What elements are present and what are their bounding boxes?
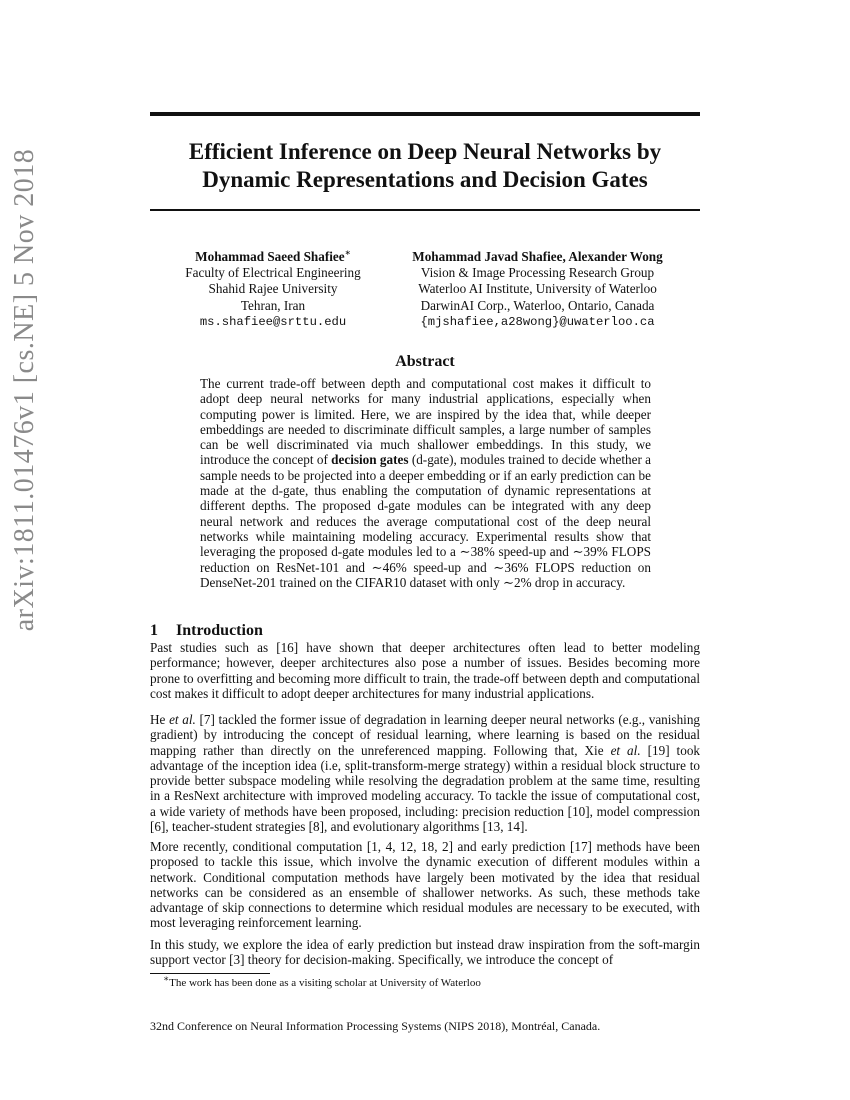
- abstract-heading: Abstract: [395, 353, 455, 370]
- author-email-left[interactable]: ms.shafiee@srttu.edu: [199, 314, 347, 329]
- footnote: ∗The work has been done as a visiting scholar at University of Waterloo: [163, 973, 481, 989]
- author-email-right[interactable]: {mjshafiee,a28wong}@uwaterloo.ca: [420, 314, 655, 329]
- arxiv-identifier: arXiv:1811.01476v1 [cs.NE] 5 Nov 2018: [9, 148, 40, 632]
- author-footnote-marker: ∗: [344, 247, 351, 258]
- author-name-left: Mohammad Saeed Shafiee∗: [195, 247, 351, 264]
- section-title: Introduction: [176, 622, 263, 639]
- section-heading-introduction: [150, 622, 263, 640]
- author-affiliation-left: Faculty of Electrical Engineering: [185, 265, 361, 281]
- intro-paragraph-3: More recently, conditional computation [1, 4, 12, 18, 2] and early prediction [17] methods have been proposed to tackle this issue, which involve the dynamic execution of different modules within a network. Conditional computation methods have largely been motivated by the idea that residual networks can be considered as an ensemble of shallower networks. As such, these methods take advantage of skip connections to determine which residual modules are necessary to be executed, with most leveraging reinforcement learning.: [150, 839, 700, 931]
- title-bottom-rule: [150, 209, 700, 211]
- footnote-marker: ∗: [163, 973, 170, 984]
- author-name-right: Mohammad Javad Shafiee, Alexander Wong: [412, 249, 663, 264]
- conference-footer: 32nd Conference on Neural Information Processing Systems (NIPS 2018), Montréal, Canada.: [150, 1019, 601, 1033]
- intro-paragraph-2: He et al. [7] tackled the former issue of degradation in learning deeper neural networks (e.g., vanishing gradient) by introducing the concept of residual learning, where learning is based on the residual mapping rather than directly on the unreferenced mapping. Following that, Xie et al. [19] took advantage of the inception idea (i.e, split-transform-merge strategy) within a residual block structure to provide better subspace modeling while resolving the degradation problem at the same time, resulting in a ResNext architecture with improved modeling accuracy. To tackle the issue of computational cost, a wide variety of methods have been proposed, including: precision reduction [10], model compression [6], teacher-student strategies [8], and evolutionary algorithms [13, 14].: [150, 712, 701, 835]
- title-top-rule: [150, 112, 700, 116]
- paper-title-line-2: Dynamic Representations and Decision Gates: [202, 167, 648, 192]
- author-affiliation-right-2: Waterloo AI Institute, University of Waterloo: [418, 281, 657, 297]
- paper-title: [150, 138, 700, 194]
- section-number: 1: [150, 622, 158, 639]
- intro-paragraph-4: In this study, we explore the idea of early prediction but instead draw inspiration from the soft-margin support vector [3] theory for decision-making. Specifically, we introduce the concept of: [150, 937, 700, 968]
- author-location-left: Tehran, Iran: [240, 297, 306, 313]
- author-block-left: [168, 249, 378, 330]
- author-affiliation-right-3: DarwinAI Corp., Waterloo, Ontario, Canada: [420, 297, 655, 313]
- abstract-bold-term: decision gates: [331, 452, 409, 468]
- paper-title-line-1: Efficient Inference on Deep Neural Networks by: [188, 139, 662, 164]
- arxiv-sidebar: [0, 0, 50, 1100]
- author-affiliation-right-1: Vision & Image Processing Research Group: [420, 265, 655, 281]
- author-block-right: [385, 249, 690, 330]
- intro-paragraph-1: Past studies such as [16] have shown that deeper architectures often lead to better modeling performance; however, deeper architectures also pose a number of issues. Besides becoming more prone to overfitting and becoming more difficult to train, the trade-off between depth and computational cost makes it difficult to adopt deeper architectures for many industrial applications.: [150, 640, 700, 701]
- author-university-left: Shahid Rajee University: [208, 281, 338, 297]
- abstract-body: The current trade-off between depth and computational cost makes it difficult to adopt deep neural networks for many industrial applications, especially when computing power is limited. Here, we are inspired by the idea that, while deeper embeddings are needed to discriminate difficult samples, a large number of samples can be well discriminated via much shallower embeddings. In this study, we introduce the concept of decision gates (d-gate), modules trained to decide whether a sample needs to be projected into a deeper embedding or if an early prediction can be made at the d-gate, thus enabling the computation of dynamic representations at different depths. The proposed d-gate modules can be integrated with any deep neural network and reduces the average computational cost of the deep neural networks while maintaining modeling accuracy. Experimental results show that leveraging the proposed d-gate modules led to a ∼38% speed-up and ∼39% FLOPS reduction on ResNet-101 and ∼46% speed-up and ∼36% FLOPS reduction on DenseNet-201 trained on the CIFAR10 dataset with only ∼2% drop in accuracy.: [200, 376, 652, 590]
